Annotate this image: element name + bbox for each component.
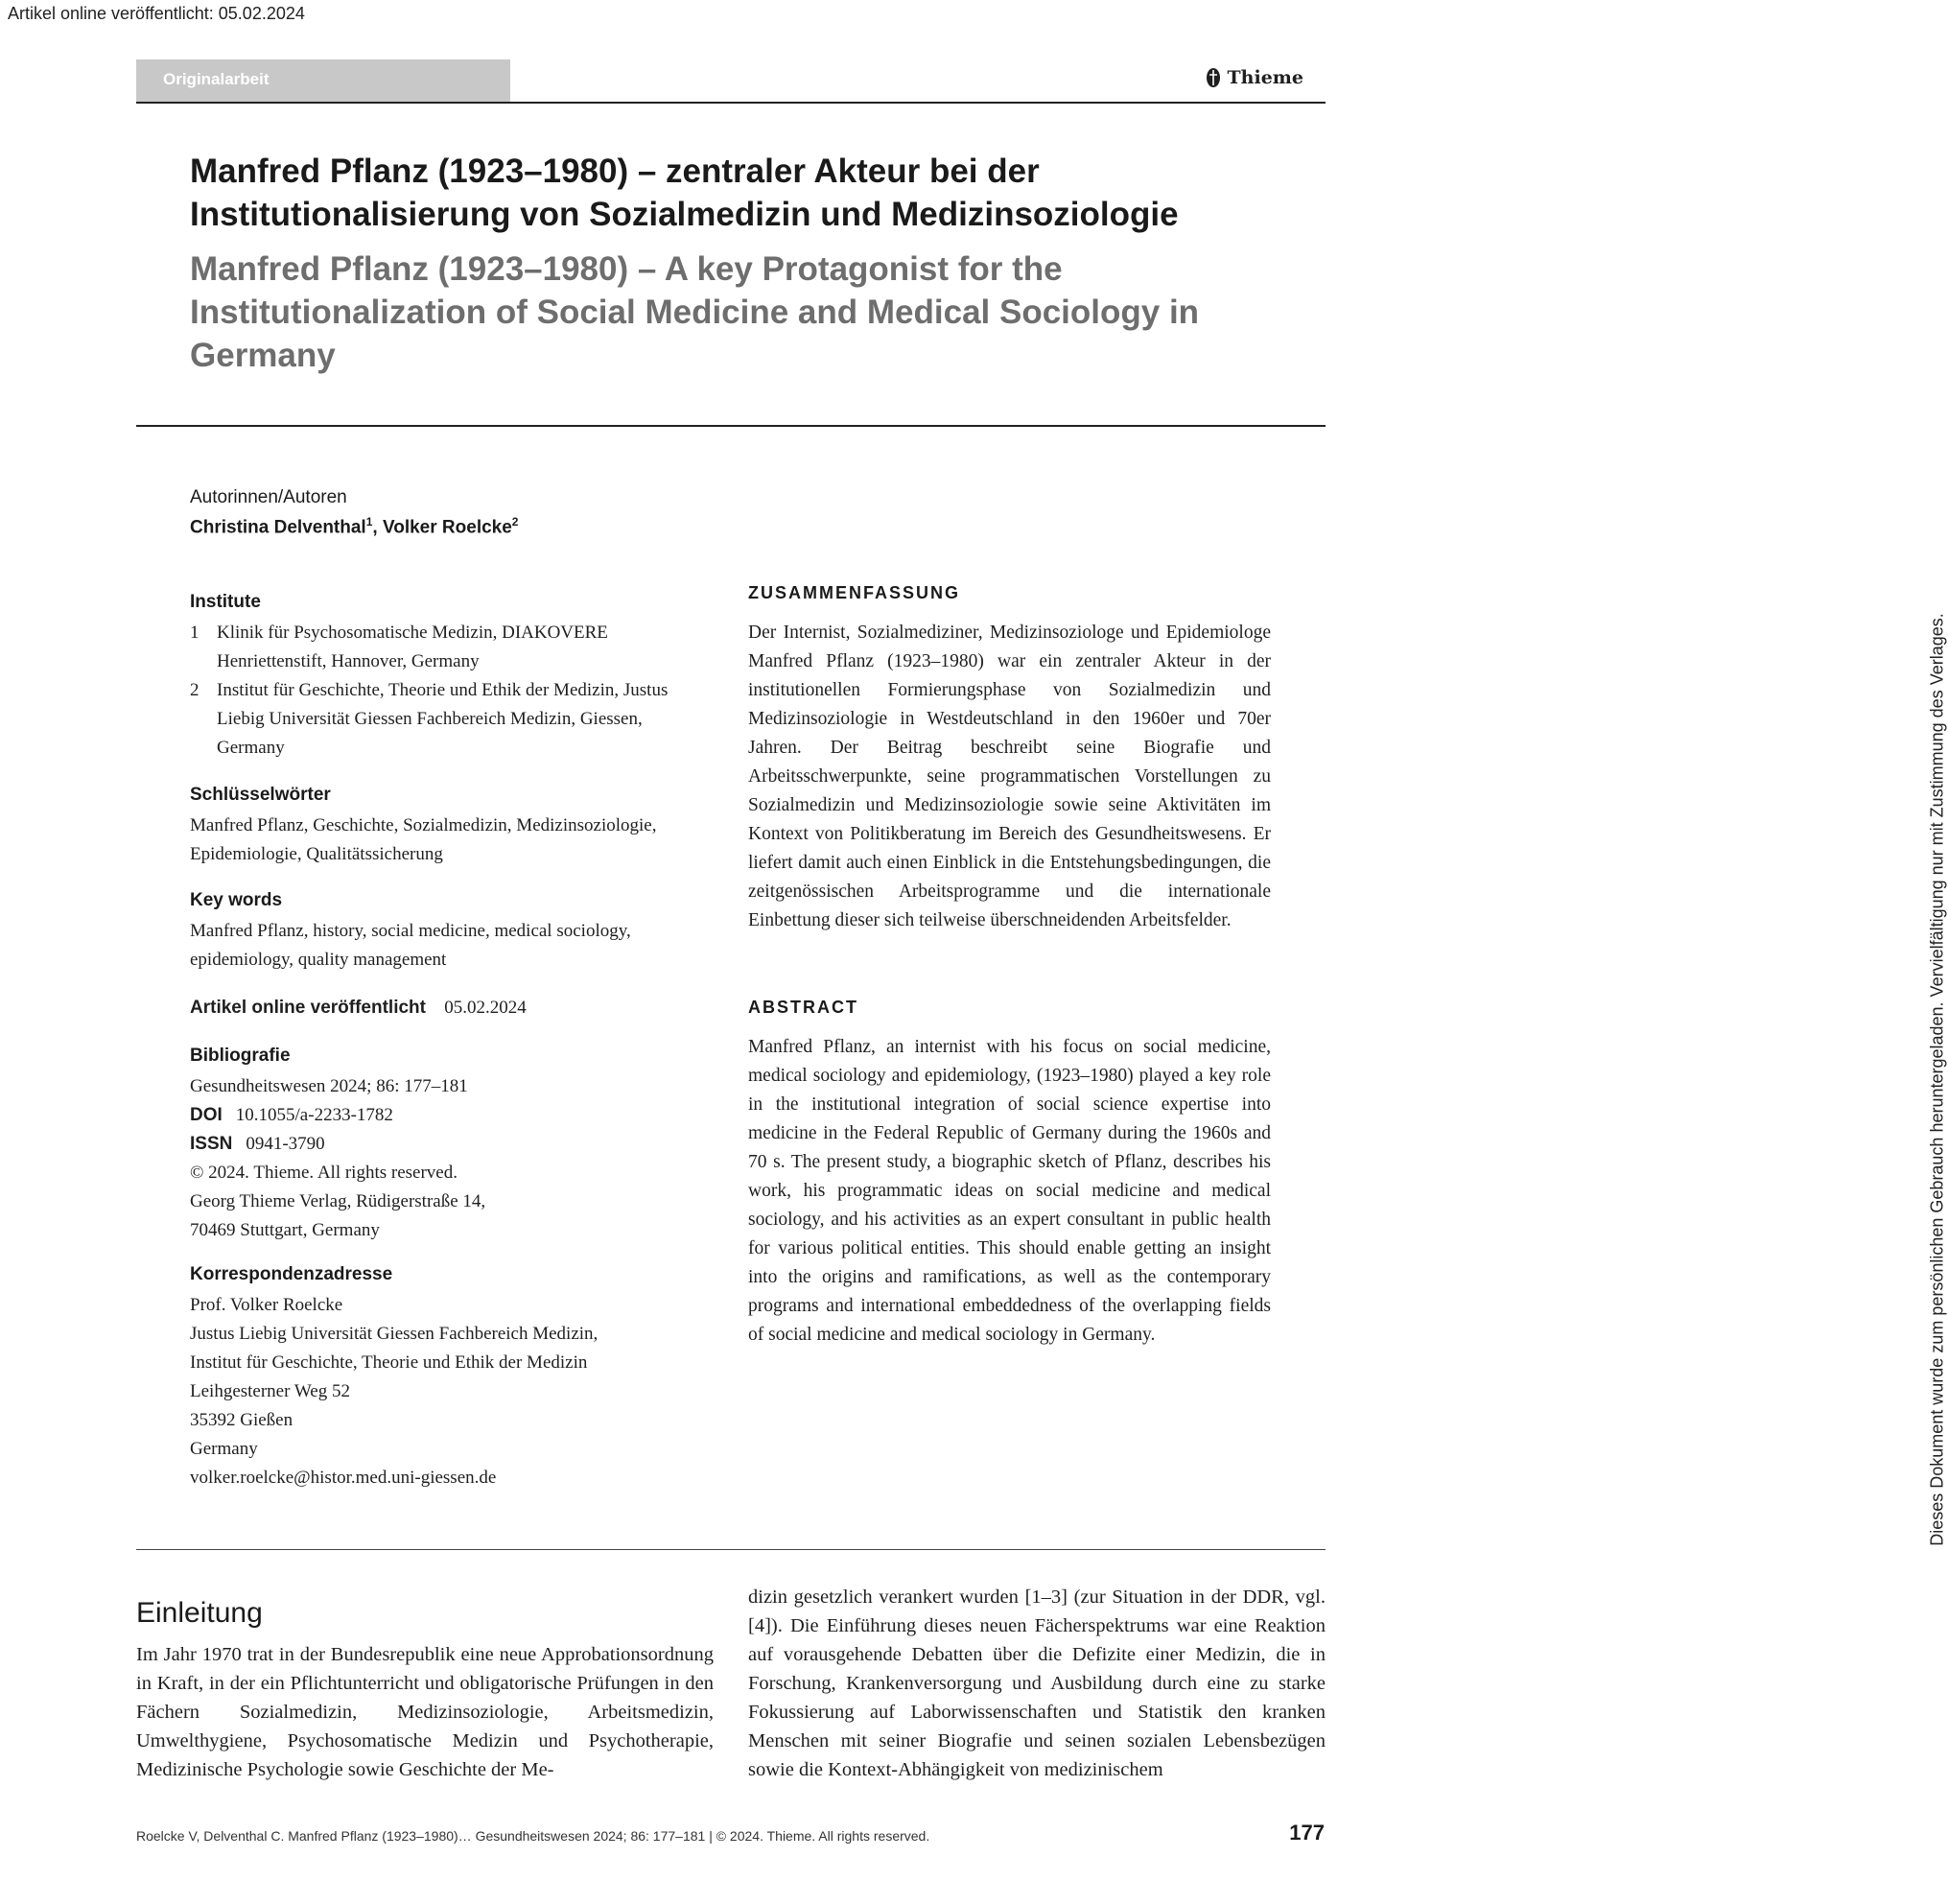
correspondence-line: Justus Liebig Universität Giessen Fachbereich Medizin, <box>190 1324 598 1344</box>
article-type-bar <box>136 59 510 102</box>
bibliography-label: Bibliografie <box>190 1046 291 1066</box>
keywords-en-label: Key words <box>190 890 283 910</box>
publisher-address-line: Georg Thieme Verlag, Rüdigerstraße 14, <box>190 1191 486 1211</box>
correspondence-line: Prof. Volker Roelcke <box>190 1295 343 1315</box>
issn-label: ISSN <box>190 1134 233 1154</box>
page-number: 177 <box>1289 1821 1325 1845</box>
abstract-heading: ABSTRACT <box>748 998 858 1017</box>
section-heading-einleitung: Einleitung <box>136 1597 263 1629</box>
institute-text: Klinik für Psychosomatische Medizin, DIAKOVERE Henriettenstift, Hannover, Germany <box>217 623 608 671</box>
thieme-icon <box>1205 67 1222 88</box>
doi-value[interactable]: 10.1055/a-2233-1782 <box>235 1105 393 1125</box>
online-publication-note: Artikel online veröffentlicht: 05.02.2024 <box>8 4 305 23</box>
publisher-name: Thieme <box>1227 67 1303 88</box>
institute-item <box>190 676 698 763</box>
correspondence-label: Korrespondenzadresse <box>190 1264 393 1284</box>
institute-number: 2 <box>190 680 199 700</box>
title-rule <box>136 425 1326 427</box>
copyright-side-note: Dieses Dokument wurde zum persönlichen Gebrauch heruntergeladen. Vervielfältigung nur mit Zustimmung des Verlages. <box>1927 613 1947 1546</box>
correspondence-line: Germany <box>190 1439 258 1459</box>
zusammenfassung-text: Der Internist, Sozialmediziner, Medizinsoziologe und Epidemiologe Manfred Pflanz (1923–1980) war ein zentraler Akteur in der institutionellen Formierungsphase von Sozialmedizin und Medizinsoziologie in Westdeutschland in den 1960er und 70er Jahren. Der Beitrag beschreibt seine Biografie und Arbeitsschwerpunkte, seine programmatischen Vorstellungen zu Sozialmedizin und Medizinsoziologie sowie seine Aktivitäten im Kontext von Politikberatung im Bereich des Gesundheitswesens. Er liefert damit auch einen Einblick in die Entstehungsbedingungen, die zeitgenössischen Arbeitsprogramme und die internationale Einbettung dieser sich teilweise überschneidenden Arbeitsfelder. <box>748 623 1271 930</box>
author-name[interactable]: Volker Roelcke <box>382 517 512 538</box>
keywords-de-label: Schlüsselwörter <box>190 785 331 805</box>
author-name[interactable]: Christina Delventhal <box>190 517 366 538</box>
article-type-label: Originalarbeit <box>163 70 270 88</box>
institute-number: 1 <box>190 623 199 643</box>
correspondence-line: Leihgesterner Weg 52 <box>190 1381 350 1401</box>
institutes-label: Institute <box>190 592 261 612</box>
keywords-de-text: Manfred Pflanz, Geschichte, Sozialmedizin, Medizinsoziologie, Epidemiologie, Qualitätssicherung <box>190 815 657 864</box>
title-english: Manfred Pflanz (1923–1980) – A key Protagonist for the Institutionalization of Social Medicine and Medical Sociology in Germany <box>190 250 1200 374</box>
online-published <box>190 998 727 1019</box>
zusammenfassung-heading: ZUSAMMENFASSUNG <box>748 583 961 602</box>
online-published-date: 05.02.2024 <box>444 998 527 1018</box>
abstract-text: Manfred Pflanz, an internist with his focus on social medicine, medical sociology and epidemiology, (1923–1980) played a key role in the institutional integration of social science expertise into medicine in the Federal Republic of Germany during the 1960s and 70 s. The present study, a biographic sketch of Pflanz, describes his work, his programmatic ideas on social medicine and medical sociology, and his activities as an expert consultant in public health for various political entities. This should enable getting an insight into the origins and ramifications, as well as the contemporary programs and international embeddedness of the overlapping fields of social medicine and medical sociology in Germany. <box>748 1037 1271 1345</box>
publisher-address-line: 70469 Stuttgart, Germany <box>190 1220 380 1240</box>
issn-value: 0941-3790 <box>246 1134 325 1154</box>
bibliography-block <box>190 1072 727 1245</box>
institute-text: Institut für Geschichte, Theorie und Ethik der Medizin, Justus Liebig Universität Giessen Fachbereich Medizin, Giessen, Germany <box>217 680 669 758</box>
header-rule <box>136 102 1326 104</box>
author-separator: , <box>372 517 383 538</box>
doi-line <box>190 1101 727 1130</box>
correspondence-block <box>190 1291 727 1493</box>
einleitung-column-2: dizin gesetzlich verankert wurden [1–3] (zur Situation in der DDR, vgl. [4]). Die Einführung dieses neuen Fächerspektrums war eine Reaktion auf vorausgehende Debatten über die Defizite einer Medizin, die in Forschung, Krankenversorgung und Ausbildung durch eine zu starke Fokussierung auf Laborwissenschaften und Statistik den kranken Menschen mit seiner Biografie und seinen sozialen Lebensbezügen sowie die Kontext-Abhängigkeit von medizinischem <box>748 1587 1326 1780</box>
body-rule <box>136 1549 1326 1550</box>
bibliography-citation: Gesundheitswesen 2024; 86: 177–181 <box>190 1076 468 1096</box>
doi-label: DOI <box>190 1105 223 1125</box>
online-published-label: Artikel online veröffentlicht <box>190 998 426 1018</box>
author-affiliation-sup: 1 <box>365 515 373 529</box>
title-german: Manfred Pflanz (1923–1980) – zentraler Akteur bei der Institutionalisierung von Sozialmedizin und Medizinsoziologie <box>190 153 1179 233</box>
rights-text: © 2024. Thieme. All rights reserved. <box>190 1163 458 1183</box>
correspondence-line: Institut für Geschichte, Theorie und Ethik der Medizin <box>190 1352 588 1373</box>
footer-citation: Roelcke V, Delventhal C. Manfred Pflanz (1923–1980)… Gesundheitswesen 2024; 86: 177–181 | © 2024. Thieme. All rights reserved. <box>136 1828 930 1844</box>
issn-line <box>190 1130 727 1159</box>
keywords-en-text: Manfred Pflanz, history, social medicine, medical sociology, epidemiology, quality management <box>190 921 631 970</box>
institutes-list <box>190 619 698 763</box>
einleitung-column-1: Im Jahr 1970 trat in der Bundesrepublik eine neue Approbationsordnung in Kraft, in der ein Pflichtunterricht und obligatorische Prüfungen in den Fächern Sozialmedizin, Medizinsoziologie, Arbeitsmedizin, Umwelthygiene, Psychosomatische Medizin und Psychotherapie, Medizinische Psychologie sowie Geschichte der Me- <box>136 1644 714 1780</box>
correspondence-line: 35392 Gießen <box>190 1410 293 1430</box>
correspondence-email[interactable]: volker.roelcke@histor.med.uni-giessen.de <box>190 1468 497 1488</box>
publisher-logo <box>1205 67 1303 88</box>
authors-label: Autorinnen/Autoren <box>190 487 347 507</box>
institute-item <box>190 619 698 676</box>
authors-line <box>190 515 727 538</box>
author-affiliation-sup: 2 <box>511 515 519 529</box>
